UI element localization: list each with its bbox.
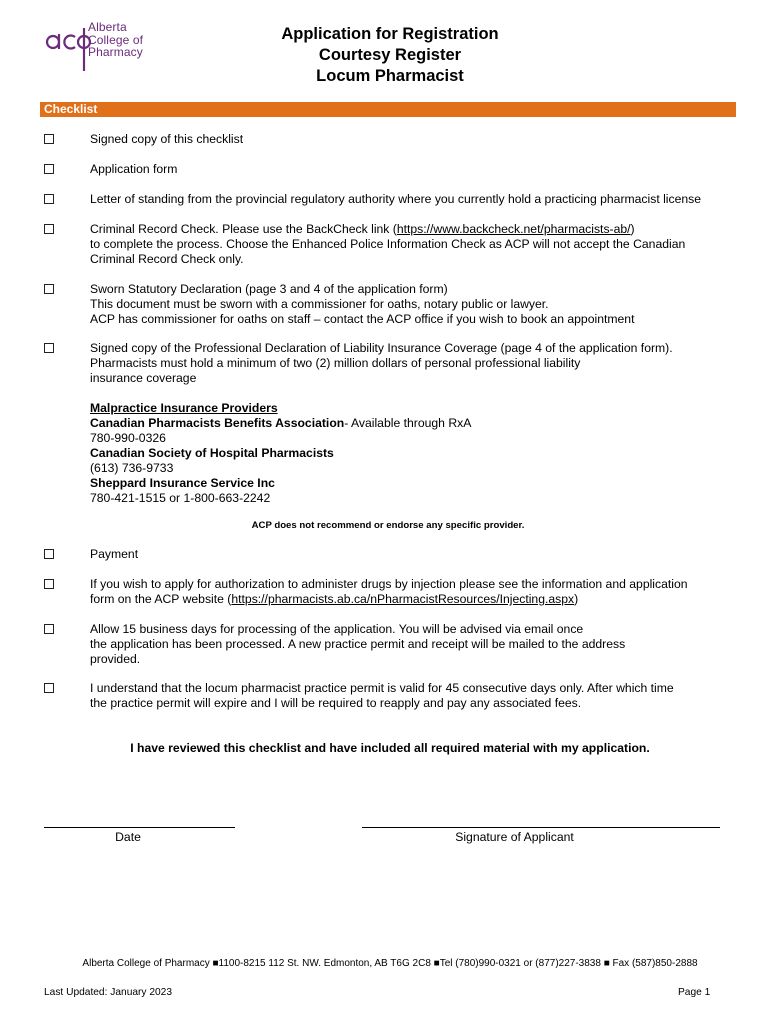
provider-1: [90, 416, 730, 431]
backcheck-link[interactable]: https://www.backcheck.net/pharmacists-ab/: [396, 222, 631, 236]
provider-name: Canadian Pharmacists Benefits Association: [90, 416, 345, 430]
item-text: Letter of standing from the provincial regulatory authority where you currently hold a practicing pharmacist license: [90, 192, 702, 206]
checkbox-statutory-declaration[interactable]: [44, 284, 54, 294]
item-text: ): [630, 222, 635, 236]
item-text: the application has been processed. A new practice permit and receipt will be mailed to the address: [90, 637, 626, 651]
item-text: Signed copy of this checklist: [90, 132, 244, 146]
item-text: to complete the process. Choose the Enhanced Police Information Check as ACP will not accept the Canadian: [90, 237, 686, 251]
checkbox-signed-checklist[interactable]: [44, 134, 54, 144]
checkbox-liability-insurance[interactable]: [44, 343, 54, 353]
item-line: [90, 222, 730, 237]
provider-name: Sheppard Insurance Service Inc: [90, 476, 275, 490]
checkbox-injection-authorization[interactable]: [44, 579, 54, 589]
checkbox-criminal-record-check[interactable]: [44, 224, 54, 234]
item-payment: [90, 547, 730, 562]
item-text: Pharmacists must hold a minimum of two (2) million dollars of personal professional liability: [90, 356, 581, 370]
title-line-1: Application for Registration: [281, 25, 499, 43]
page-number: Page 1: [678, 987, 711, 998]
item-text: If you wish to apply for authorization to administer drugs by injection please see the information and application: [90, 577, 688, 591]
item-criminal-record-check: [90, 222, 730, 267]
provider-phone: 780-990-0326: [90, 431, 166, 445]
provider-phone: 780-421-1515 or 1-800-663-2242: [90, 491, 271, 505]
title-line-2: Courtesy Register: [318, 46, 462, 64]
brand-name: [88, 21, 143, 59]
item-processing-time: [90, 622, 730, 667]
item-text: Criminal Record Check. Please use the BackCheck link (: [90, 222, 397, 236]
item-line: [90, 592, 730, 607]
date-line[interactable]: [44, 827, 235, 828]
title-line-3: Locum Pharmacist: [316, 67, 464, 85]
item-text: Signed copy of the Professional Declaration of Liability Insurance Coverage (page 4 of the application form).: [90, 341, 673, 355]
item-permit-validity: [90, 681, 730, 711]
item-text: This document must be sworn with a commissioner for oaths, notary public or lawyer.: [90, 297, 549, 311]
provider-phone: (613) 736-9733: [90, 461, 174, 475]
checkbox-processing-time[interactable]: [44, 624, 54, 634]
item-text: Payment: [90, 547, 139, 561]
checkbox-application-form[interactable]: [44, 164, 54, 174]
item-text: I understand that the locum pharmacist practice permit is valid for 45 consecutive days only. After which time: [90, 681, 674, 695]
date-label: Date: [115, 830, 141, 844]
item-letter-of-standing: [90, 192, 730, 207]
provider-note: - Available through RxA: [344, 416, 472, 430]
item-application-form: [90, 162, 730, 177]
logo-letter-a-bowl: [47, 36, 59, 48]
signature-label: Signature of Applicant: [455, 830, 574, 844]
item-text: Application form: [90, 162, 178, 176]
item-text: Sworn Statutory Declaration (page 3 and 4 of the application form): [90, 282, 448, 296]
item-text: ): [574, 592, 579, 606]
provider-name: Canadian Society of Hospital Pharmacists: [90, 446, 334, 460]
checkbox-permit-validity[interactable]: [44, 683, 54, 693]
signature-line[interactable]: [362, 827, 720, 828]
confirmation-statement: I have reviewed this checklist and have included all required material with my application.: [130, 741, 650, 755]
item-text: the practice permit will expire and I will be required to reapply and pay any associated fees.: [90, 696, 582, 710]
document-title: [240, 24, 540, 87]
insurance-heading: Malpractice Insurance Providers: [90, 401, 278, 415]
item-text: Allow 15 business days for processing of the application. You will be advised via email once: [90, 622, 584, 636]
footer-address: Alberta College of Pharmacy ■1100-8215 112 St. NW. Edmonton, AB T6G 2C8 ■Tel (780)990-0321 or (877)227-3838 ■ Fax (587)850-2888: [82, 958, 698, 969]
item-statutory-declaration: [90, 282, 730, 327]
checkbox-letter-of-standing[interactable]: [44, 194, 54, 204]
item-text: insurance coverage: [90, 371, 197, 385]
item-text: form on the ACP website (: [90, 592, 232, 606]
brand-line-1: Alberta: [88, 20, 127, 34]
item-liability-insurance: [90, 341, 730, 386]
endorsement-note: ACP does not recommend or endorse any specific provider.: [251, 520, 525, 531]
item-text: Criminal Record Check only.: [90, 252, 244, 266]
item-injection-authorization: [90, 577, 730, 607]
insurance-providers: [90, 401, 730, 506]
injecting-link[interactable]: https://pharmacists.ab.ca/nPharmacistResources/Injecting.aspx: [231, 592, 575, 606]
item-signed-checklist: [90, 132, 730, 147]
checklist-heading: Checklist: [44, 102, 98, 116]
last-updated: Last Updated: January 2023: [44, 987, 173, 998]
item-text: provided.: [90, 652, 141, 666]
item-text: ACP has commissioner for oaths on staff – contact the ACP office if you wish to book an appointment: [90, 312, 635, 326]
brand-line-3: Pharmacy: [88, 45, 143, 59]
checkbox-payment[interactable]: [44, 549, 54, 559]
brand-line-2: College of: [88, 32, 144, 47]
logo-letter-c: [64, 36, 75, 49]
checklist-heading-bar: [40, 102, 736, 117]
